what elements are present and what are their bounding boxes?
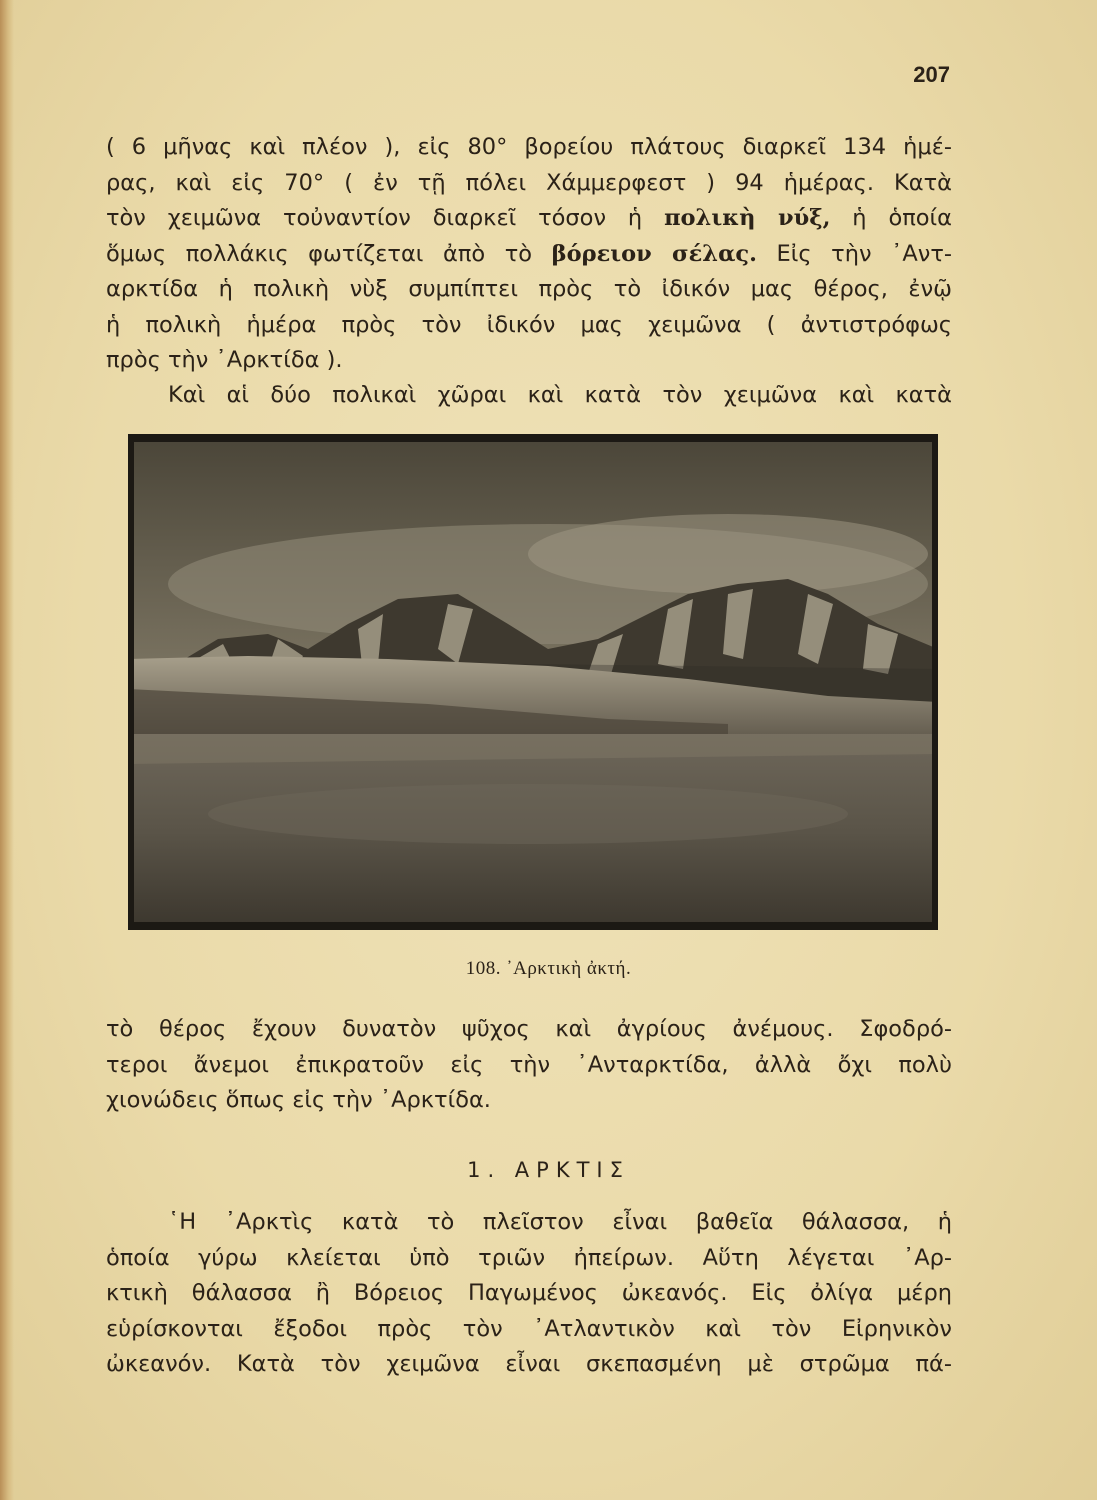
text-line: ῾Η ᾿Αρκτὶς κατὰ τὸ πλεῖστον εἶναι βαθεῖα θάλασσα, ἡ [168, 1209, 952, 1235]
intro-paragraph [106, 130, 952, 379]
text-line [106, 201, 952, 237]
arctic-paragraph [106, 1205, 952, 1383]
text-line: αρκτίδα ἡ πολικὴ νὺξ συμπίπτει πρὸς τὸ ἰδικόν μας θέρος, ἐνῷ [106, 276, 952, 302]
text-line: κτικὴ θάλασσα ἢ Βόρειος Παγωμένος ὠκεανός. Εἰς ὀλίγα μέρη [106, 1280, 952, 1306]
text-run: ὅμως πολλάκις φωτίζεται ἀπὸ τὸ [106, 240, 552, 267]
figure-caption: 108. ᾿Αρκτικὴ ἀκτή. [465, 958, 632, 979]
section-heading: 1. ΑΡΚΤΙΣ [467, 1158, 630, 1182]
page-binding-edge [0, 0, 14, 1500]
text-line: Καὶ αἱ δύο πολικαὶ χῶραι καὶ κατὰ τὸν χειμῶνα καὶ κατὰ [168, 382, 952, 408]
text-line: πρὸς τὴν ᾿Αρκτίδα ). [106, 347, 343, 373]
bold-term-polar-night: πολικὴ νύξ, [664, 205, 831, 231]
text-run: Εἰς τὴν ᾿Αντ- [756, 240, 952, 267]
text-line: ἡ πολικὴ ἡμέρα πρὸς τὸν ἰδικόν μας χειμῶνα ( ἀντιστρόφως [106, 311, 952, 338]
text-line: τεροι ἄνεμοι ἐπικρατοῦν εἰς τὴν ᾿Ανταρκτίδα, ἀλλὰ ὄχι πολὺ [106, 1051, 952, 1078]
text-line: ὁποία γύρω κλείεται ὑπὸ τριῶν ἠπείρων. Αὕτη λέγεται ᾿Αρ- [106, 1244, 952, 1271]
text-line: εὑρίσκονται ἔξοδοι πρὸς τὸν ᾿Ατλαντικὸν καὶ τὸν Εἰρηνικὸν [106, 1315, 952, 1342]
arctic-coast-photo [128, 434, 938, 930]
bold-term-aurora: βόρειον σέλας. [551, 240, 757, 267]
winds-paragraph-continuation [106, 1012, 952, 1119]
text-run: τὸν χειμῶνα τοὐναντίον διαρκεῖ τόσον ἡ [106, 205, 665, 231]
text-line: ( 6 μῆνας καὶ πλέον ), εἰς 80° βορείου πλάτους διαρκεῖ 134 ἡμέ- [106, 134, 952, 160]
page-number: 207 [913, 62, 950, 87]
text-line [106, 237, 952, 273]
photo-illustration [128, 434, 938, 930]
text-line: τὸ θέρος ἔχουν δυνατὸν ψῦχος καὶ ἀγρίους ἀνέμους. Σφοδρό- [106, 1016, 952, 1042]
text-run: ἡ ὁποία [830, 205, 952, 231]
text-line: ὠκεανόν. Κατὰ τὸν χειμῶνα εἶναι σκεπασμένη μὲ στρῶμα πά- [106, 1351, 952, 1377]
text-line: χιονώδεις ὅπως εἰς τὴν ᾿Αρκτίδα. [106, 1087, 491, 1113]
winds-paragraph-start [106, 378, 952, 414]
text-line: ρας, καὶ εἰς 70° ( ἐν τῇ πόλει Χάμμερφεστ ) 94 ἡμέρας. Κατὰ [106, 169, 952, 196]
